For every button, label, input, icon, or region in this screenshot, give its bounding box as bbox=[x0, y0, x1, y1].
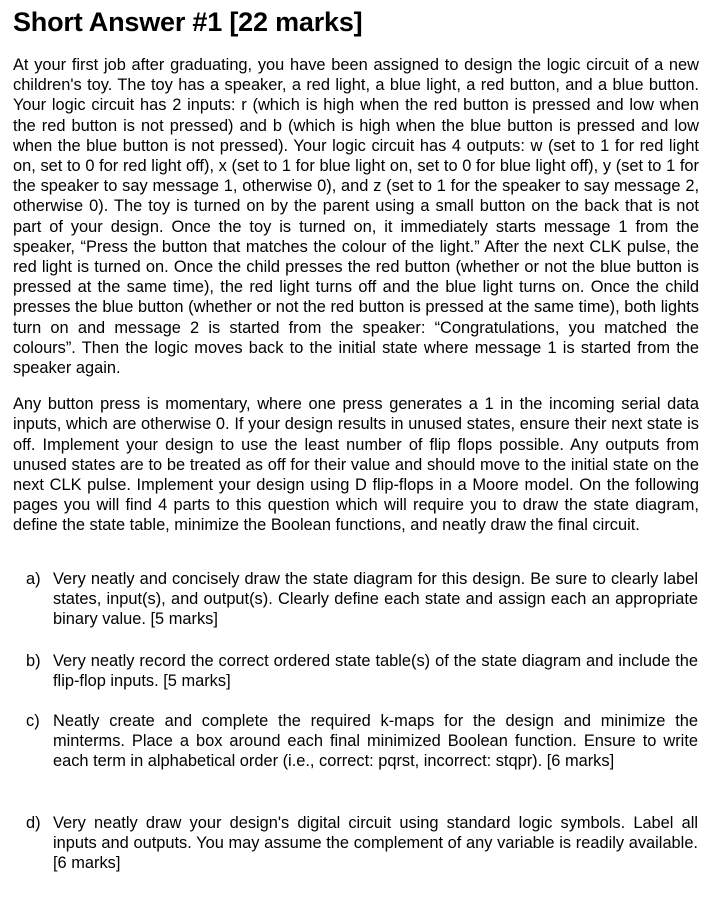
part-c bbox=[26, 711, 698, 772]
part-d bbox=[26, 813, 698, 874]
part-letter: b) bbox=[26, 652, 41, 670]
part-text: Very neatly and concisely draw the state diagram for this design. Be sure to clearly label states, input(s), and output(s). Clearly define each state and assign each an appropriate binary value. [5 marks] bbox=[53, 570, 698, 629]
part-letter: c) bbox=[26, 712, 40, 730]
question-title: Short Answer #1 [22 marks] bbox=[13, 7, 363, 37]
question-page bbox=[13, 0, 699, 536]
scenario-paragraph: At your first job after graduating, you have been assigned to design the logic circuit of a new children's toy. The toy has a speaker, a red light, a blue light, a red button, and a blue button. Your logic circuit has 2 inputs: r (which is high when the red button is pressed and low when the red button is not pressed) and b (which is high when the blue button is pressed and low when the blue button is not pressed). Your logic circuit has 4 outputs: w (set to 1 for red light on, set to 0 for red light off), x (set to 1 for blue light on, set to 0 for blue light off), y (set to 1 for the speaker to say message 1, otherwise 0), and z (set to 1 for the speaker to say message 2, otherwise 0). The toy is turned on by the parent using a small button on the back that is not part of your design. Once the toy is turned on, it immediately starts message 1 from the speaker, “Press the button that matches the colour of the light.” After the next CLK pulse, the red light is turned on. Once the child presses the red button (whether or not the blue button is pressed at the same time), the red light turns off and the blue light turns on. Once the child presses the blue button (whether or not the red button is pressed at the same time), both lights turn on and message 2 is started from the speaker: “Congratulations, you matched the colours”. Then the logic moves back to the initial state where message 1 is started from the speaker again. bbox=[13, 56, 699, 378]
part-letter: a) bbox=[26, 570, 41, 588]
part-a bbox=[26, 569, 698, 630]
part-b bbox=[26, 651, 698, 691]
part-text: Very neatly draw your design's digital circuit using standard logic symbols. Label all inputs and outputs. You may assume the complement of any variable is readily available. [6 marks] bbox=[53, 814, 698, 873]
part-text: Neatly create and complete the required k-maps for the design and minimize the minterms. Place a box around each final minimized Boolean function. Ensure to write each term in alphabetical order (i.e., correct: pqrst, incorrect: stqpr). [6 marks] bbox=[53, 712, 698, 771]
part-letter: d) bbox=[26, 814, 41, 832]
part-text: Very neatly record the correct ordered state table(s) of the state diagram and include the flip-flop inputs. [5 marks] bbox=[53, 652, 698, 691]
requirements-paragraph: Any button press is momentary, where one press generates a 1 in the incoming serial data inputs, which are otherwise 0. If your design results in unused states, ensure their next state is off. Implement your design to use the least number of flip flops possible. Any outputs from unused states are to be treated as off for their value and should move to the initial state on the next CLK pulse. Implement your design using D flip-flops in a Moore model. On the following pages you will find 4 parts to this question which will require you to draw the state diagram, define the state table, minimize the Boolean functions, and neatly draw the final circuit. bbox=[13, 395, 699, 535]
